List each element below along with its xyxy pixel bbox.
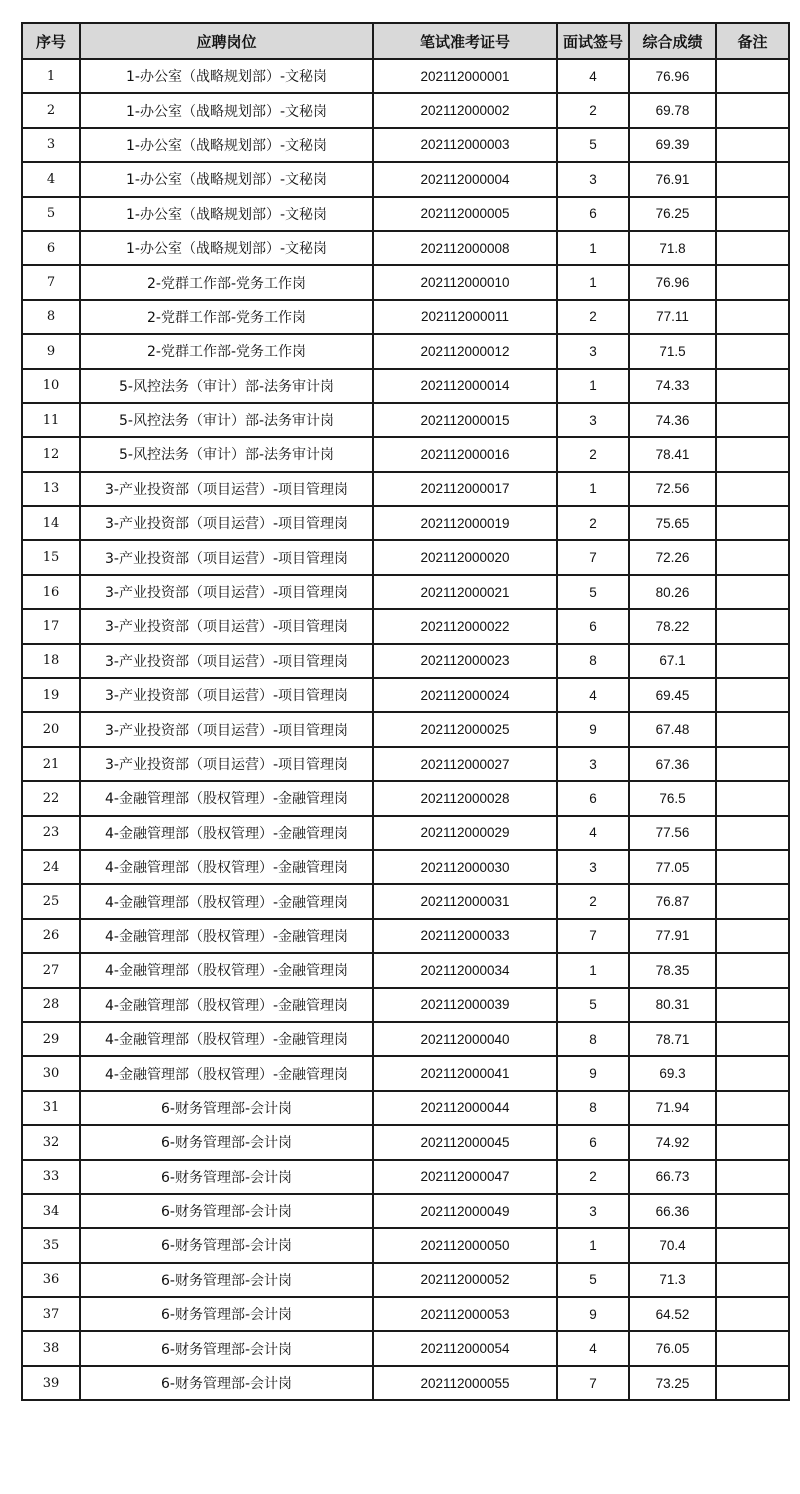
table-header: [22, 23, 789, 59]
table-row: [22, 265, 789, 299]
cell-total-score: 74.92: [629, 1125, 716, 1159]
cell-exam-id: 202112000044: [373, 1091, 557, 1125]
cell-remarks: [716, 231, 789, 265]
cell-total-score: 77.56: [629, 816, 716, 850]
table-row: [22, 231, 789, 265]
cell-position: 4-金融管理部（股权管理）-金融管理岗: [80, 850, 373, 884]
table-row: [22, 1297, 789, 1331]
cell-position: 5-风控法务（审计）部-法务审计岗: [80, 437, 373, 471]
cell-remarks: [716, 128, 789, 162]
cell-exam-id: 202112000015: [373, 403, 557, 437]
cell-remarks: [716, 1056, 789, 1090]
cell-total-score: 73.25: [629, 1366, 716, 1400]
cell-serial-no: 13: [22, 472, 80, 506]
cell-interview-sign: 1: [557, 369, 629, 403]
table-row: [22, 988, 789, 1022]
table-row: [22, 609, 789, 643]
cell-interview-sign: 3: [557, 850, 629, 884]
table-row: [22, 472, 789, 506]
cell-position: 1-办公室（战略规划部）-文秘岗: [80, 93, 373, 127]
cell-position: 6-财务管理部-会计岗: [80, 1297, 373, 1331]
cell-exam-id: 202112000004: [373, 162, 557, 196]
table-row: [22, 403, 789, 437]
cell-remarks: [716, 437, 789, 471]
header-position: 应聘岗位: [80, 23, 373, 59]
cell-interview-sign: 7: [557, 919, 629, 953]
cell-remarks: [716, 575, 789, 609]
cell-remarks: [716, 609, 789, 643]
table-row: [22, 1331, 789, 1365]
table-row: [22, 850, 789, 884]
cell-interview-sign: 8: [557, 1091, 629, 1125]
cell-interview-sign: 3: [557, 403, 629, 437]
cell-remarks: [716, 1263, 789, 1297]
table-row: [22, 953, 789, 987]
cell-total-score: 66.73: [629, 1160, 716, 1194]
cell-serial-no: 19: [22, 678, 80, 712]
cell-remarks: [716, 712, 789, 746]
header-row: [22, 23, 789, 59]
cell-remarks: [716, 953, 789, 987]
cell-remarks: [716, 678, 789, 712]
cell-exam-id: 202112000039: [373, 988, 557, 1022]
cell-total-score: 69.78: [629, 93, 716, 127]
cell-interview-sign: 2: [557, 93, 629, 127]
cell-remarks: [716, 265, 789, 299]
cell-position: 6-财务管理部-会计岗: [80, 1125, 373, 1159]
cell-total-score: 67.48: [629, 712, 716, 746]
cell-interview-sign: 1: [557, 265, 629, 299]
cell-interview-sign: 3: [557, 334, 629, 368]
cell-remarks: [716, 197, 789, 231]
cell-interview-sign: 8: [557, 644, 629, 678]
cell-position: 3-产业投资部（项目运营）-项目管理岗: [80, 472, 373, 506]
cell-total-score: 69.3: [629, 1056, 716, 1090]
cell-position: 6-财务管理部-会计岗: [80, 1263, 373, 1297]
cell-total-score: 67.36: [629, 747, 716, 781]
cell-position: 6-财务管理部-会计岗: [80, 1160, 373, 1194]
cell-remarks: [716, 506, 789, 540]
table-row: [22, 747, 789, 781]
cell-serial-no: 1: [22, 59, 80, 93]
cell-serial-no: 3: [22, 128, 80, 162]
cell-interview-sign: 4: [557, 59, 629, 93]
cell-exam-id: 202112000049: [373, 1194, 557, 1228]
cell-interview-sign: 2: [557, 884, 629, 918]
cell-serial-no: 6: [22, 231, 80, 265]
cell-interview-sign: 6: [557, 781, 629, 815]
cell-remarks: [716, 1194, 789, 1228]
cell-remarks: [716, 919, 789, 953]
cell-total-score: 76.05: [629, 1331, 716, 1365]
cell-serial-no: 31: [22, 1091, 80, 1125]
cell-exam-id: 202112000021: [373, 575, 557, 609]
cell-exam-id: 202112000031: [373, 884, 557, 918]
cell-serial-no: 28: [22, 988, 80, 1022]
cell-interview-sign: 5: [557, 988, 629, 1022]
cell-interview-sign: 2: [557, 300, 629, 334]
cell-total-score: 77.11: [629, 300, 716, 334]
table-row: [22, 884, 789, 918]
cell-exam-id: 202112000019: [373, 506, 557, 540]
cell-serial-no: 34: [22, 1194, 80, 1228]
cell-remarks: [716, 988, 789, 1022]
cell-position: 3-产业投资部（项目运营）-项目管理岗: [80, 747, 373, 781]
table-row: [22, 816, 789, 850]
cell-remarks: [716, 781, 789, 815]
table-row: [22, 1228, 789, 1262]
cell-interview-sign: 4: [557, 678, 629, 712]
cell-interview-sign: 2: [557, 506, 629, 540]
cell-serial-no: 11: [22, 403, 80, 437]
cell-total-score: 69.45: [629, 678, 716, 712]
cell-position: 2-党群工作部-党务工作岗: [80, 300, 373, 334]
table-row: [22, 437, 789, 471]
cell-total-score: 77.05: [629, 850, 716, 884]
table-row: [22, 644, 789, 678]
table-row: [22, 678, 789, 712]
cell-exam-id: 202112000041: [373, 1056, 557, 1090]
cell-serial-no: 29: [22, 1022, 80, 1056]
cell-total-score: 78.35: [629, 953, 716, 987]
cell-total-score: 69.39: [629, 128, 716, 162]
cell-exam-id: 202112000047: [373, 1160, 557, 1194]
cell-total-score: 78.22: [629, 609, 716, 643]
table-row: [22, 1022, 789, 1056]
cell-position: 4-金融管理部（股权管理）-金融管理岗: [80, 884, 373, 918]
table-row: [22, 369, 789, 403]
cell-interview-sign: 9: [557, 712, 629, 746]
cell-remarks: [716, 1228, 789, 1262]
table-row: [22, 1125, 789, 1159]
cell-serial-no: 10: [22, 369, 80, 403]
cell-remarks: [716, 1125, 789, 1159]
cell-remarks: [716, 334, 789, 368]
cell-serial-no: 30: [22, 1056, 80, 1090]
cell-exam-id: 202112000020: [373, 540, 557, 574]
cell-serial-no: 2: [22, 93, 80, 127]
cell-serial-no: 39: [22, 1366, 80, 1400]
cell-interview-sign: 5: [557, 575, 629, 609]
cell-total-score: 76.91: [629, 162, 716, 196]
cell-position: 2-党群工作部-党务工作岗: [80, 265, 373, 299]
table-row: [22, 162, 789, 196]
cell-position: 6-财务管理部-会计岗: [80, 1091, 373, 1125]
cell-serial-no: 22: [22, 781, 80, 815]
table-row: [22, 781, 789, 815]
cell-position: 3-产业投资部（项目运营）-项目管理岗: [80, 712, 373, 746]
cell-serial-no: 23: [22, 816, 80, 850]
cell-exam-id: 202112000030: [373, 850, 557, 884]
table-row: [22, 1366, 789, 1400]
cell-exam-id: 202112000053: [373, 1297, 557, 1331]
cell-position: 1-办公室（战略规划部）-文秘岗: [80, 162, 373, 196]
cell-exam-id: 202112000017: [373, 472, 557, 506]
cell-total-score: 80.26: [629, 575, 716, 609]
cell-remarks: [716, 884, 789, 918]
cell-interview-sign: 3: [557, 747, 629, 781]
cell-remarks: [716, 644, 789, 678]
cell-exam-id: 202112000003: [373, 128, 557, 162]
header-total-score: 综合成绩: [629, 23, 716, 59]
cell-serial-no: 21: [22, 747, 80, 781]
cell-serial-no: 37: [22, 1297, 80, 1331]
cell-exam-id: 202112000016: [373, 437, 557, 471]
cell-remarks: [716, 300, 789, 334]
cell-position: 4-金融管理部（股权管理）-金融管理岗: [80, 988, 373, 1022]
cell-position: 1-办公室（战略规划部）-文秘岗: [80, 197, 373, 231]
cell-serial-no: 36: [22, 1263, 80, 1297]
cell-remarks: [716, 472, 789, 506]
table-row: [22, 1160, 789, 1194]
table-row: [22, 300, 789, 334]
cell-serial-no: 8: [22, 300, 80, 334]
cell-interview-sign: 6: [557, 609, 629, 643]
cell-remarks: [716, 162, 789, 196]
cell-serial-no: 12: [22, 437, 80, 471]
cell-remarks: [716, 369, 789, 403]
results-table: [21, 22, 790, 1401]
cell-interview-sign: 3: [557, 1194, 629, 1228]
cell-position: 3-产业投资部（项目运营）-项目管理岗: [80, 506, 373, 540]
cell-remarks: [716, 1331, 789, 1365]
cell-exam-id: 202112000001: [373, 59, 557, 93]
cell-position: 6-财务管理部-会计岗: [80, 1194, 373, 1228]
cell-interview-sign: 2: [557, 437, 629, 471]
cell-remarks: [716, 816, 789, 850]
table-row: [22, 197, 789, 231]
cell-serial-no: 26: [22, 919, 80, 953]
cell-exam-id: 202112000023: [373, 644, 557, 678]
cell-serial-no: 38: [22, 1331, 80, 1365]
cell-interview-sign: 2: [557, 1160, 629, 1194]
cell-interview-sign: 6: [557, 197, 629, 231]
header-serial-no: 序号: [22, 23, 80, 59]
table-row: [22, 575, 789, 609]
cell-total-score: 71.5: [629, 334, 716, 368]
cell-serial-no: 5: [22, 197, 80, 231]
cell-serial-no: 7: [22, 265, 80, 299]
cell-serial-no: 14: [22, 506, 80, 540]
cell-exam-id: 202112000008: [373, 231, 557, 265]
cell-interview-sign: 7: [557, 1366, 629, 1400]
cell-exam-id: 202112000014: [373, 369, 557, 403]
cell-position: 3-产业投资部（项目运营）-项目管理岗: [80, 575, 373, 609]
cell-interview-sign: 4: [557, 816, 629, 850]
cell-exam-id: 202112000022: [373, 609, 557, 643]
cell-position: 4-金融管理部（股权管理）-金融管理岗: [80, 1056, 373, 1090]
cell-serial-no: 16: [22, 575, 80, 609]
cell-exam-id: 202112000027: [373, 747, 557, 781]
cell-exam-id: 202112000033: [373, 919, 557, 953]
cell-remarks: [716, 1091, 789, 1125]
cell-serial-no: 15: [22, 540, 80, 574]
cell-total-score: 71.8: [629, 231, 716, 265]
cell-position: 1-办公室（战略规划部）-文秘岗: [80, 128, 373, 162]
cell-total-score: 64.52: [629, 1297, 716, 1331]
cell-serial-no: 27: [22, 953, 80, 987]
cell-remarks: [716, 403, 789, 437]
cell-position: 4-金融管理部（股权管理）-金融管理岗: [80, 919, 373, 953]
cell-serial-no: 17: [22, 609, 80, 643]
cell-total-score: 78.71: [629, 1022, 716, 1056]
cell-exam-id: 202112000005: [373, 197, 557, 231]
cell-total-score: 78.41: [629, 437, 716, 471]
cell-serial-no: 35: [22, 1228, 80, 1262]
cell-interview-sign: 9: [557, 1056, 629, 1090]
cell-exam-id: 202112000010: [373, 265, 557, 299]
table-row: [22, 1263, 789, 1297]
cell-serial-no: 24: [22, 850, 80, 884]
cell-position: 4-金融管理部（股权管理）-金融管理岗: [80, 816, 373, 850]
cell-exam-id: 202112000024: [373, 678, 557, 712]
cell-exam-id: 202112000028: [373, 781, 557, 815]
cell-interview-sign: 4: [557, 1331, 629, 1365]
table-row: [22, 334, 789, 368]
table-row: [22, 93, 789, 127]
header-remarks: 备注: [716, 23, 789, 59]
cell-exam-id: 202112000029: [373, 816, 557, 850]
cell-position: 4-金融管理部（股权管理）-金融管理岗: [80, 953, 373, 987]
cell-exam-id: 202112000012: [373, 334, 557, 368]
cell-position: 6-财务管理部-会计岗: [80, 1331, 373, 1365]
cell-remarks: [716, 93, 789, 127]
cell-interview-sign: 3: [557, 162, 629, 196]
cell-remarks: [716, 1366, 789, 1400]
cell-total-score: 75.65: [629, 506, 716, 540]
table-row: [22, 1194, 789, 1228]
cell-total-score: 71.94: [629, 1091, 716, 1125]
cell-interview-sign: 5: [557, 1263, 629, 1297]
cell-remarks: [716, 540, 789, 574]
cell-interview-sign: 1: [557, 953, 629, 987]
cell-remarks: [716, 747, 789, 781]
cell-serial-no: 25: [22, 884, 80, 918]
cell-exam-id: 202112000025: [373, 712, 557, 746]
cell-exam-id: 202112000045: [373, 1125, 557, 1159]
cell-position: 4-金融管理部（股权管理）-金融管理岗: [80, 1022, 373, 1056]
cell-position: 1-办公室（战略规划部）-文秘岗: [80, 231, 373, 265]
cell-position: 4-金融管理部（股权管理）-金融管理岗: [80, 781, 373, 815]
cell-serial-no: 32: [22, 1125, 80, 1159]
cell-exam-id: 202112000054: [373, 1331, 557, 1365]
cell-position: 3-产业投资部（项目运营）-项目管理岗: [80, 644, 373, 678]
cell-interview-sign: 1: [557, 472, 629, 506]
cell-total-score: 70.4: [629, 1228, 716, 1262]
cell-exam-id: 202112000040: [373, 1022, 557, 1056]
cell-total-score: 72.26: [629, 540, 716, 574]
cell-remarks: [716, 850, 789, 884]
cell-exam-id: 202112000034: [373, 953, 557, 987]
cell-interview-sign: 8: [557, 1022, 629, 1056]
cell-interview-sign: 5: [557, 128, 629, 162]
cell-serial-no: 20: [22, 712, 80, 746]
cell-exam-id: 202112000002: [373, 93, 557, 127]
cell-total-score: 77.91: [629, 919, 716, 953]
table-row: [22, 1056, 789, 1090]
cell-total-score: 67.1: [629, 644, 716, 678]
cell-total-score: 74.33: [629, 369, 716, 403]
cell-position: 6-财务管理部-会计岗: [80, 1366, 373, 1400]
cell-position: 2-党群工作部-党务工作岗: [80, 334, 373, 368]
cell-position: 5-风控法务（审计）部-法务审计岗: [80, 403, 373, 437]
cell-interview-sign: 7: [557, 540, 629, 574]
cell-remarks: [716, 1022, 789, 1056]
cell-position: 3-产业投资部（项目运营）-项目管理岗: [80, 678, 373, 712]
cell-total-score: 72.56: [629, 472, 716, 506]
table-row: [22, 506, 789, 540]
table-row: [22, 1091, 789, 1125]
cell-interview-sign: 9: [557, 1297, 629, 1331]
cell-interview-sign: 1: [557, 1228, 629, 1262]
cell-total-score: 76.5: [629, 781, 716, 815]
cell-total-score: 80.31: [629, 988, 716, 1022]
cell-serial-no: 9: [22, 334, 80, 368]
cell-remarks: [716, 1160, 789, 1194]
cell-exam-id: 202112000050: [373, 1228, 557, 1262]
cell-position: 1-办公室（战略规划部）-文秘岗: [80, 59, 373, 93]
cell-serial-no: 4: [22, 162, 80, 196]
table-row: [22, 919, 789, 953]
cell-total-score: 76.25: [629, 197, 716, 231]
cell-position: 5-风控法务（审计）部-法务审计岗: [80, 369, 373, 403]
table-row: [22, 712, 789, 746]
cell-total-score: 76.96: [629, 59, 716, 93]
cell-total-score: 74.36: [629, 403, 716, 437]
header-interview-sign: 面试签号: [557, 23, 629, 59]
cell-total-score: 71.3: [629, 1263, 716, 1297]
cell-position: 3-产业投资部（项目运营）-项目管理岗: [80, 540, 373, 574]
table-body: [22, 59, 789, 1400]
cell-interview-sign: 1: [557, 231, 629, 265]
cell-total-score: 76.87: [629, 884, 716, 918]
cell-total-score: 66.36: [629, 1194, 716, 1228]
cell-serial-no: 33: [22, 1160, 80, 1194]
cell-remarks: [716, 1297, 789, 1331]
cell-exam-id: 202112000052: [373, 1263, 557, 1297]
cell-total-score: 76.96: [629, 265, 716, 299]
cell-exam-id: 202112000055: [373, 1366, 557, 1400]
cell-serial-no: 18: [22, 644, 80, 678]
cell-remarks: [716, 59, 789, 93]
table-row: [22, 540, 789, 574]
cell-position: 3-产业投资部（项目运营）-项目管理岗: [80, 609, 373, 643]
cell-exam-id: 202112000011: [373, 300, 557, 334]
header-exam-id: 笔试准考证号: [373, 23, 557, 59]
cell-interview-sign: 6: [557, 1125, 629, 1159]
table-row: [22, 128, 789, 162]
table-row: [22, 59, 789, 93]
cell-position: 6-财务管理部-会计岗: [80, 1228, 373, 1262]
